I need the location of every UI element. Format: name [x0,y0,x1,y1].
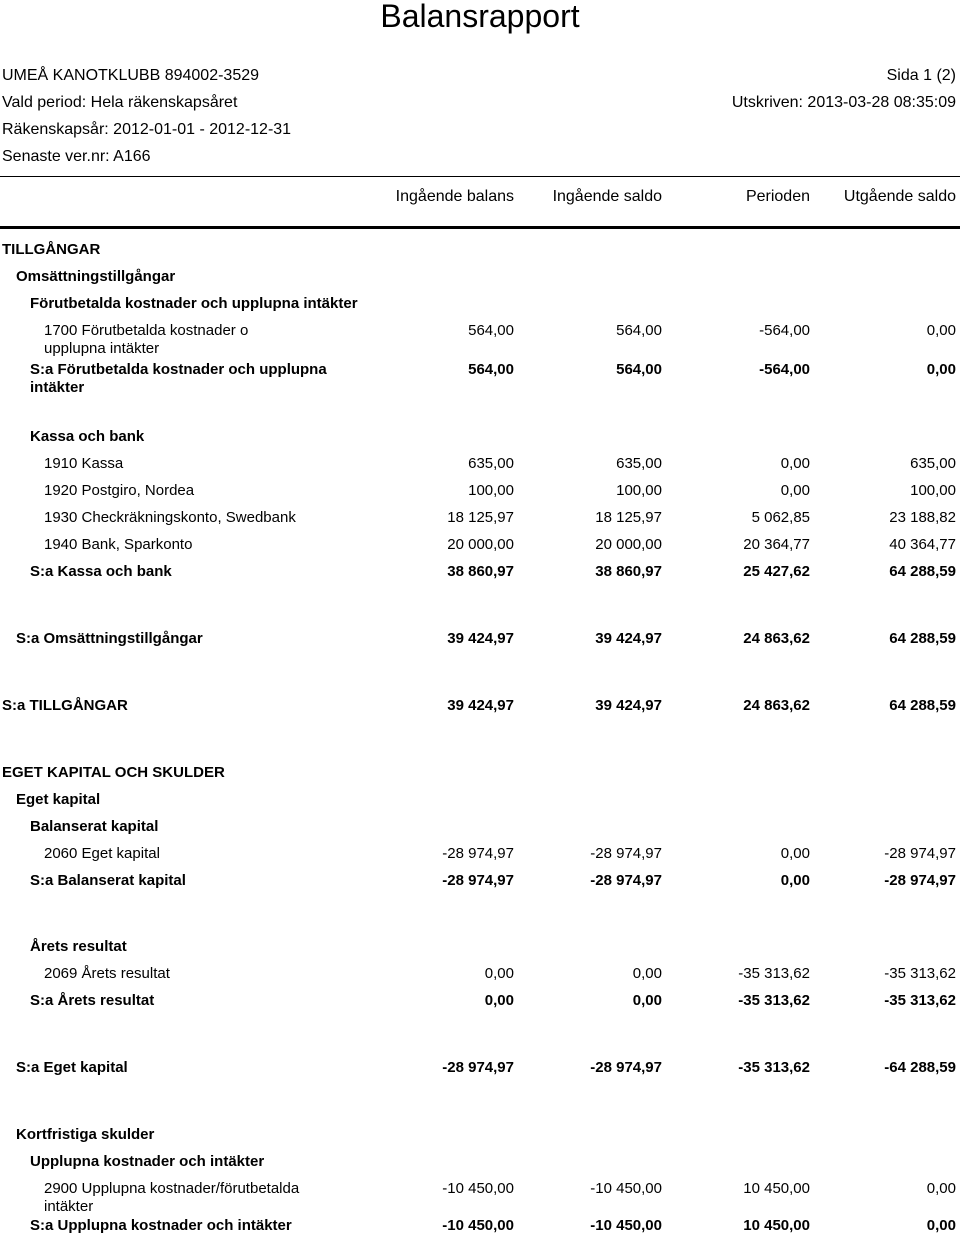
closing-saldo: 635,00 [910,455,956,472]
opening-saldo: 0,00 [632,965,662,982]
opening-balance: 100,00 [468,482,514,499]
header-rule-bottom [0,226,960,229]
opening-saldo: 635,00 [616,455,662,472]
row-label: Omsättningstillgångar [16,268,176,285]
row-label: 2900 Upplupna kostnader/förutbetalda intäkter [44,1180,300,1215]
col-header-closing-saldo: Utgående saldo [843,188,956,205]
row-label: Eget kapital [16,791,101,808]
closing-saldo: 40 364,77 [889,536,956,553]
closing-saldo: 64 288,59 [889,563,956,580]
row-label: S:a Eget kapital [16,1059,128,1076]
closing-saldo: 23 188,82 [889,509,956,526]
period-amount: 0,00 [780,872,810,889]
opening-saldo: -10 450,00 [590,1217,662,1234]
header-rule-top [0,176,960,177]
opening-balance: 38 860,97 [447,563,514,580]
period-amount: -35 313,62 [738,1059,810,1076]
closing-saldo: 0,00 [926,361,956,378]
closing-saldo: 0,00 [926,1180,956,1197]
period-amount: -564,00 [759,322,810,339]
period-amount: 20 364,77 [743,536,810,553]
period-amount: 24 863,62 [743,630,810,647]
col-header-period: Perioden [745,188,810,205]
opening-saldo: 38 860,97 [595,563,662,580]
period-amount: 0,00 [780,455,810,472]
row-label: S:a Förutbetalda kostnader och upplupna intäkter [30,361,327,396]
period-amount: 24 863,62 [743,697,810,714]
opening-saldo: 564,00 [616,361,662,378]
row-label: S:a Omsättningstillgångar [16,630,203,647]
period-amount: 0,00 [780,845,810,862]
opening-balance: 635,00 [468,455,514,472]
period-amount: 25 427,62 [743,563,810,580]
closing-saldo: -64 288,59 [884,1059,956,1076]
closing-saldo: 0,00 [926,1217,956,1234]
period-amount: -35 313,62 [738,965,810,982]
opening-balance: 20 000,00 [447,536,514,553]
opening-saldo: -28 974,97 [590,845,662,862]
closing-saldo: 100,00 [910,482,956,499]
opening-balance: -10 450,00 [442,1180,514,1197]
row-label: 2069 Årets resultat [44,965,170,982]
opening-balance: 0,00 [484,965,514,982]
row-label: S:a Årets resultat [30,992,155,1009]
opening-saldo: -28 974,97 [590,872,662,889]
opening-balance: 18 125,97 [447,509,514,526]
period-amount: 10 450,00 [743,1217,810,1234]
row-label: S:a Upplupna kostnader och intäkter [30,1217,292,1234]
closing-saldo: 64 288,59 [889,630,956,647]
opening-saldo: -28 974,97 [590,1059,662,1076]
closing-saldo: -28 974,97 [884,872,956,889]
latest-voucher: Senaste ver.nr: A166 [2,148,151,165]
opening-balance: -28 974,97 [442,1059,514,1076]
closing-saldo: -35 313,62 [884,992,956,1009]
period-amount: 5 062,85 [751,509,810,526]
org-name: UMEÅ KANOTKLUBB 894002-3529 [2,67,260,84]
row-label: S:a Kassa och bank [30,563,172,580]
row-label: 1700 Förutbetalda kostnader o upplupna intäkter [44,322,249,357]
opening-saldo: 100,00 [616,482,662,499]
period-amount: 10 450,00 [743,1180,810,1197]
period-amount: 0,00 [780,482,810,499]
opening-balance: -28 974,97 [442,872,514,889]
row-label: Kassa och bank [30,428,145,445]
page-number: Sida 1 (2) [886,67,956,84]
fiscal-year: Räkenskapsår: 2012-01-01 - 2012-12-31 [2,121,292,138]
closing-saldo: -28 974,97 [884,845,956,862]
selected-period: Vald period: Hela räkenskapsåret [2,94,238,111]
row-label: TILLGÅNGAR [2,241,101,258]
opening-saldo: 0,00 [632,992,662,1009]
opening-balance: 564,00 [468,322,514,339]
opening-balance: 0,00 [484,992,514,1009]
row-label: 1940 Bank, Sparkonto [44,536,193,553]
opening-saldo: 20 000,00 [595,536,662,553]
closing-saldo: 0,00 [926,322,956,339]
period-amount: -35 313,62 [738,992,810,1009]
period-amount: -564,00 [759,361,810,378]
row-label: EGET KAPITAL OCH SKULDER [2,764,225,781]
col-header-opening-balance: Ingående balans [395,188,514,205]
row-label: Balanserat kapital [30,818,159,835]
opening-saldo: 564,00 [616,322,662,339]
printed-timestamp: Utskriven: 2013-03-28 08:35:09 [731,94,956,111]
opening-balance: 39 424,97 [447,697,514,714]
opening-saldo: 39 424,97 [595,630,662,647]
opening-balance: 564,00 [468,361,514,378]
closing-saldo: -35 313,62 [884,965,956,982]
row-label: 1930 Checkräkningskonto, Swedbank [44,509,296,526]
opening-saldo: 39 424,97 [595,697,662,714]
row-label: 1910 Kassa [44,455,124,472]
opening-saldo: 18 125,97 [595,509,662,526]
closing-saldo: 64 288,59 [889,697,956,714]
opening-balance: -28 974,97 [442,845,514,862]
row-label: 1920 Postgiro, Nordea [44,482,195,499]
opening-saldo: -10 450,00 [590,1180,662,1197]
col-header-opening-saldo: Ingående saldo [552,188,662,205]
row-label: Kortfristiga skulder [16,1126,155,1143]
row-label: Upplupna kostnader och intäkter [30,1153,265,1170]
row-label: Årets resultat [30,938,127,955]
opening-balance: -10 450,00 [442,1217,514,1234]
row-label: 2060 Eget kapital [44,845,160,862]
row-label: S:a TILLGÅNGAR [2,697,128,714]
row-label: S:a Balanserat kapital [30,872,186,889]
report-title: Balansrapport [380,0,580,34]
row-label: Förutbetalda kostnader och upplupna intäkter [30,295,358,312]
opening-balance: 39 424,97 [447,630,514,647]
